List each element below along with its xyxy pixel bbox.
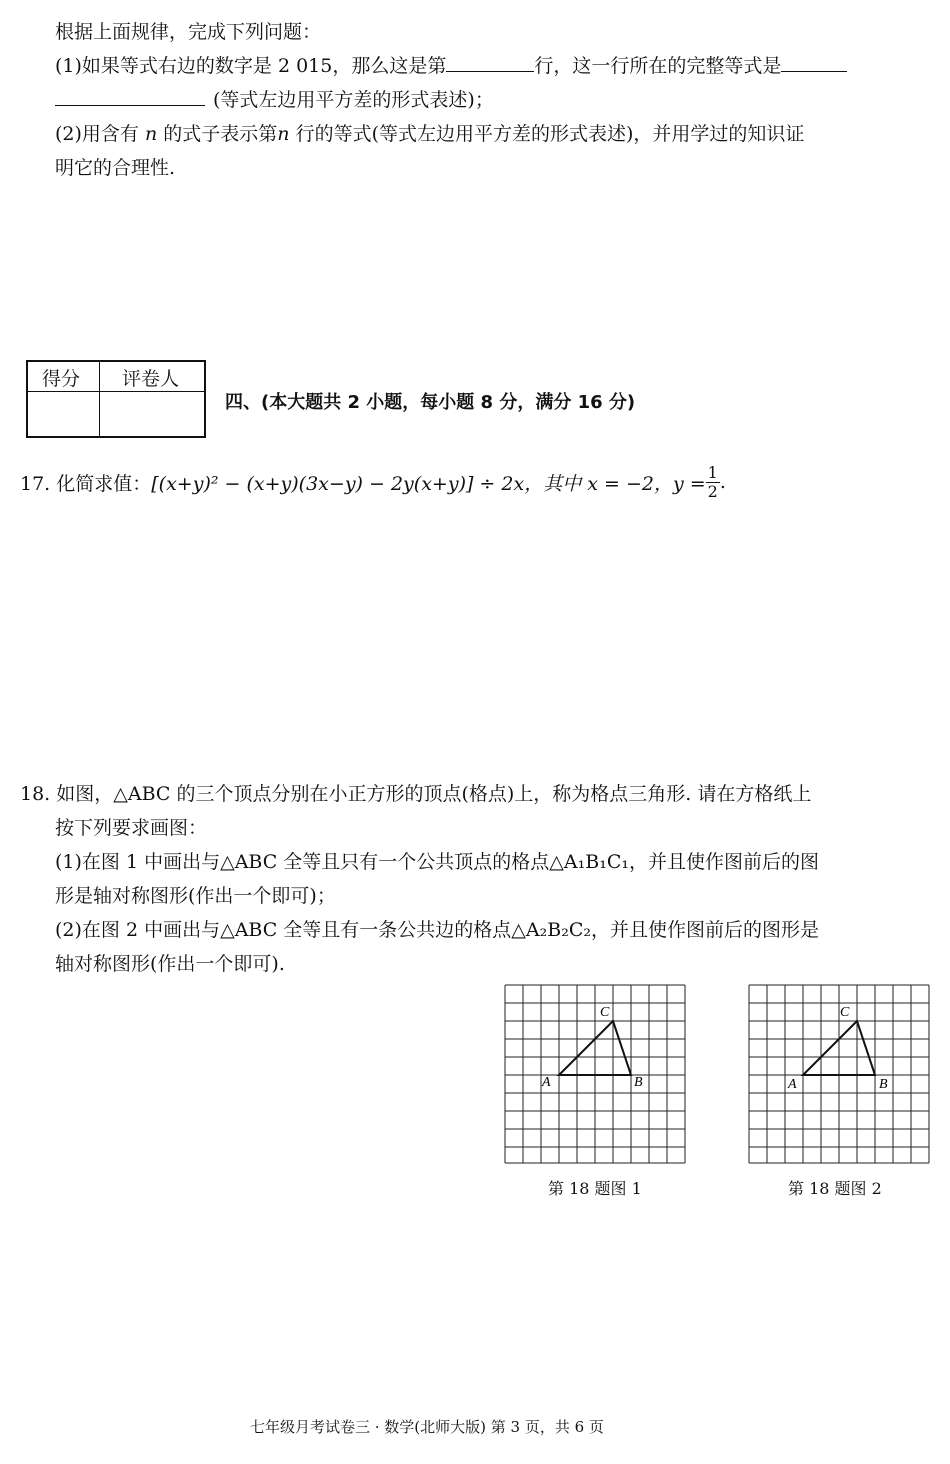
answer-blank-equation-start[interactable] (781, 51, 847, 72)
q17-fraction (706, 464, 720, 501)
label-b: B (634, 1075, 643, 1090)
var-n-2: n (277, 123, 290, 145)
score-box (26, 360, 206, 438)
question-part1-line2 (55, 84, 494, 116)
label-a: A (542, 1075, 551, 1090)
q18-line1: 18. 如图，△ABC 的三个顶点分别在小正方形的顶点(格点)上，称为格点三角形. 请在方格纸上 (20, 783, 812, 805)
part2-text-c: 行的等式(等式左边用平方差的形式表述)，并用学过的知识证 (295, 123, 805, 145)
grader-label: 评卷人 (122, 368, 180, 390)
part2-text-b: 的式子表示第 (163, 123, 278, 145)
answer-blank-equation-end[interactable] (55, 85, 205, 106)
label-a: A (788, 1077, 797, 1092)
page-footer: 七年级月考试卷三 · 数学(北师大版) 第 3 页，共 6 页 (250, 1418, 604, 1436)
q17-end: . (719, 471, 726, 493)
section-4-title: 四、(本大题共 2 小题，每小题 8 分，满分 16 分) (225, 392, 636, 413)
fraction-denominator: 2 (707, 481, 718, 501)
q18-line6: 轴对称图形(作出一个即可). (55, 953, 285, 975)
answer-blank-row[interactable] (446, 51, 534, 72)
q17-expression: [(x+y)² − (x+y)(3x−y) − 2y(x+y)] ÷ 2x，其中 x = −2，y = (151, 472, 706, 495)
part1-text-c: (等式左边用平方差的形式表述)； (213, 89, 494, 111)
part2-text-a: (2)用含有 (55, 123, 139, 145)
label-c: C (600, 1005, 610, 1020)
q18-line3: (1)在图 1 中画出与△ABC 全等且只有一个公共顶点的格点△A₁B₁C₁，并且使作图前后的图 (55, 851, 819, 873)
question-part1-line1 (55, 50, 847, 82)
part2-text-d: 明它的合理性. (55, 157, 176, 179)
fraction-numerator: 1 (707, 462, 718, 482)
intro-text: 根据上面规律，完成下列问题： (55, 21, 322, 43)
q18-line4: 形是轴对称图形(作出一个即可)； (55, 885, 336, 907)
var-n: n (144, 123, 158, 145)
part1-text-b: 行，这一行所在的完整等式是 (534, 55, 782, 77)
q18-line5: (2)在图 2 中画出与△ABC 全等且有一条公共边的格点△A₂B₂C₂，并且使作图前后的图形是 (55, 919, 819, 941)
q18-line2: 按下列要求画图： (55, 817, 208, 839)
grid-figure-1[interactable] (504, 984, 686, 1164)
grid-figure-2[interactable] (748, 984, 930, 1164)
label-b: B (879, 1077, 888, 1092)
question-part2-line1 (55, 118, 804, 150)
part1-text-a: (1)如果等式右边的数字是 2 015，那么这是第 (55, 55, 447, 77)
figure-2-caption: 第 18 题图 2 (788, 1179, 882, 1198)
score-label: 得分 (42, 368, 81, 390)
label-c: C (840, 1005, 850, 1020)
q17-prefix: 17. 化简求值： (20, 472, 152, 495)
question-17 (20, 462, 726, 502)
figure-1-caption: 第 18 题图 1 (548, 1179, 642, 1198)
